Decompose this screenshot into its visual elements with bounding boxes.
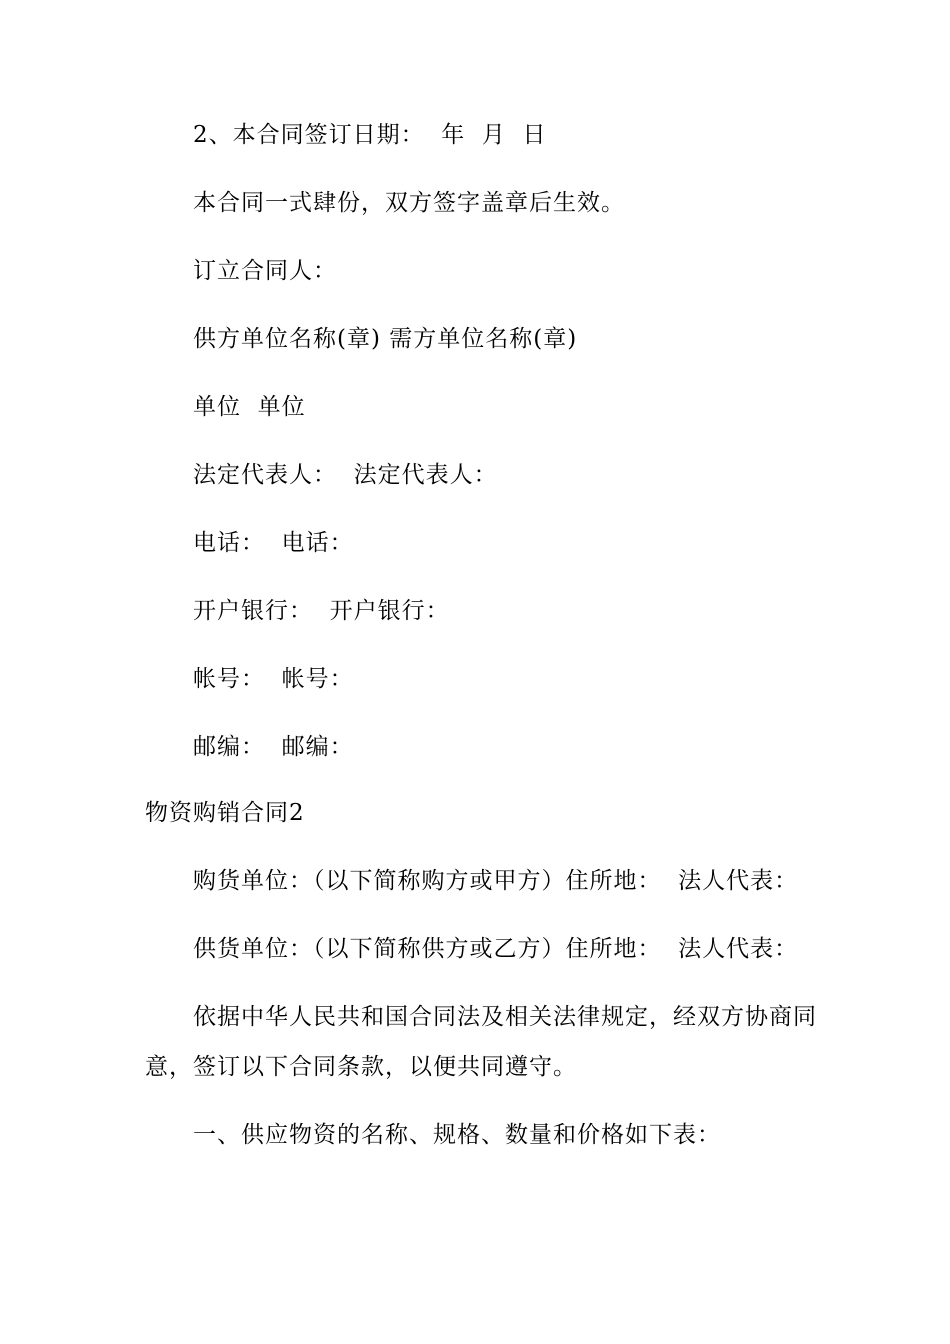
legal-basis-line-2: 意，签订以下合同条款，以便共同遵守。 — [145, 1054, 577, 1080]
buyer-line: 购货单位：（以下简称购方或甲方）住所地： 法人代表： — [193, 868, 799, 894]
signing-date-line: 2、本合同签订日期： 年 月 日 — [193, 122, 547, 148]
legal-basis-line-1: 依据中华人民共和国合同法及相关法律规定，经双方协商同 — [193, 1004, 817, 1030]
copies-clause: 本合同一式肆份，双方签字盖章后生效。 — [193, 190, 625, 216]
section-title: 物资购销合同2 — [145, 800, 305, 826]
contracting-parties-label: 订立合同人： — [193, 258, 337, 284]
unit-line: 单位 单位 — [193, 394, 306, 420]
clause-one: 一、供应物资的名称、规格、数量和价格如下表： — [193, 1122, 721, 1148]
bank-line: 开户银行： 开户银行： — [193, 598, 450, 624]
postcode-line: 邮编： 邮编： — [193, 734, 354, 760]
unit-name-line: 供方单位名称(章) 需方单位名称(章) — [193, 326, 578, 352]
legal-representative-line: 法定代表人： 法定代表人： — [193, 462, 498, 488]
phone-line: 电话： 电话： — [193, 530, 354, 556]
supplier-line: 供货单位：（以下简称供方或乙方）住所地： 法人代表： — [193, 936, 799, 962]
account-line: 帐号： 帐号： — [193, 666, 354, 692]
